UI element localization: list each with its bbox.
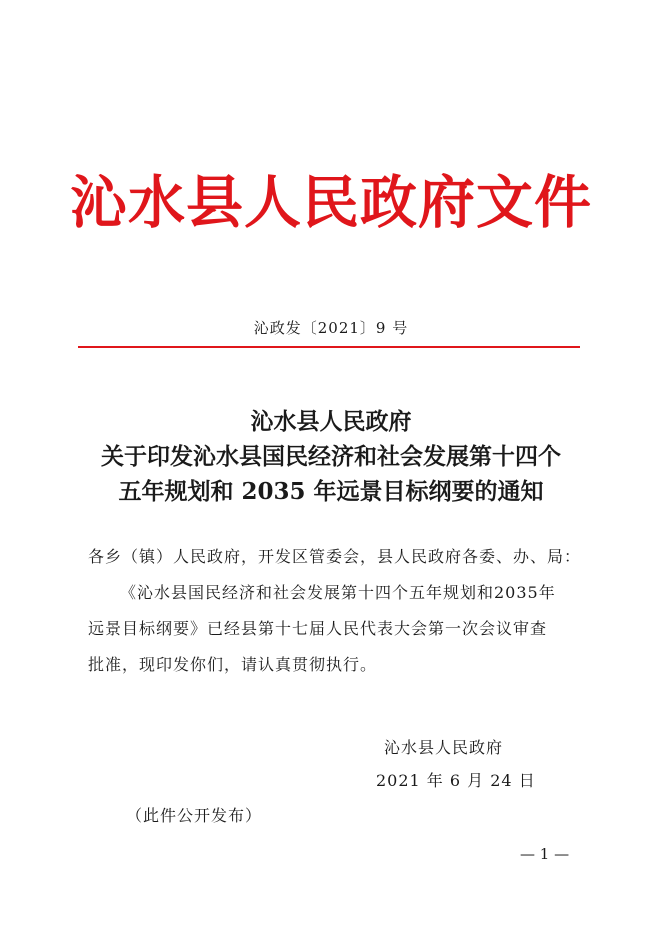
page-number: — 1 — xyxy=(520,845,570,863)
title-line-3: 五年规划和 2035 年远景目标纲要的通知 xyxy=(118,478,544,505)
title-line-1: 沁水县人民政府 xyxy=(250,408,412,435)
body-paragraph-line-1: 《沁水县国民经济和社会发展第十四个五年规划和2035年 xyxy=(120,583,556,602)
document-masthead: 沁水县人民政府文件 xyxy=(70,169,592,236)
title-line-2: 关于印发沁水县国民经济和社会发展第十四个 xyxy=(101,443,561,470)
body-paragraph-line-2: 远景目标纲要》已经县第十七届人民代表大会第一次会议审查 xyxy=(88,619,548,638)
document-number: 沁政发〔2021〕9 号 xyxy=(253,319,409,337)
document-title xyxy=(0,404,662,509)
body-paragraph-line-3: 批准，现印发你们，请认真贯彻执行。 xyxy=(88,655,378,674)
red-divider-line xyxy=(78,346,580,348)
signature-organization: 沁水县人民政府 xyxy=(384,738,504,757)
document-body xyxy=(88,539,582,683)
release-note: （此件公开发布） xyxy=(126,806,263,825)
signature-date: 2021 年 6 月 24 日 xyxy=(376,771,536,790)
salutation: 各乡（镇）人民政府，开发区管委会，县人民政府各委、办、局： xyxy=(88,547,582,566)
